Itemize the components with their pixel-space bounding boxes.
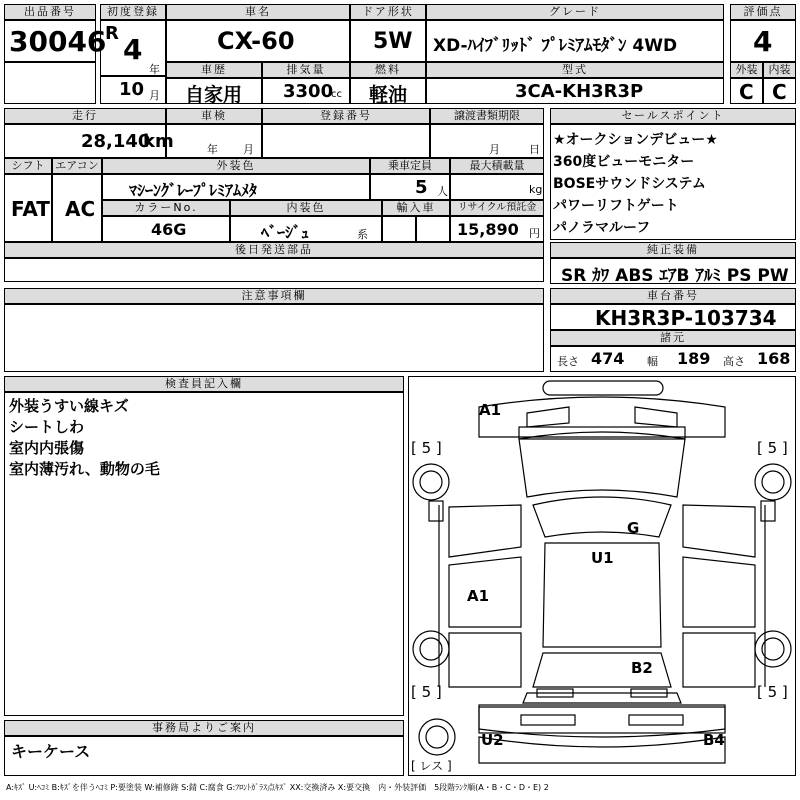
office-cell xyxy=(4,736,404,776)
seats-label: 乗車定員 xyxy=(370,158,450,174)
cc-unit: cc xyxy=(331,89,342,100)
sales-label: セールスポイント xyxy=(550,108,796,124)
car-outline xyxy=(409,377,795,775)
equipment-label: 純正装備 xyxy=(550,242,796,258)
hgt-label: 高さ xyxy=(723,355,745,368)
lot-blank xyxy=(4,62,96,104)
int-label: 内装 xyxy=(763,62,796,78)
later-cell xyxy=(4,258,544,282)
int-score: C xyxy=(772,80,787,104)
grade-label: グレード xyxy=(426,4,724,20)
reg-year: 4 xyxy=(123,33,143,66)
notes-label: 注意事項欄 xyxy=(4,288,544,304)
ac-cell xyxy=(52,174,102,242)
tire-rear-right: [ 5 ] xyxy=(757,683,788,701)
lot-number: 30046 xyxy=(9,25,107,58)
reg-label: 初度登録 xyxy=(100,4,166,20)
fuel-label: 燃料 xyxy=(350,62,426,78)
mileage: 28,140 xyxy=(81,131,151,152)
recycle: 15,890 xyxy=(457,220,519,239)
interior-cell xyxy=(230,216,382,242)
plate-cell xyxy=(262,124,430,158)
later-label: 後日発送部品 xyxy=(4,242,544,258)
inspector-line: 室内薄汚れ、動物の毛 xyxy=(9,460,160,478)
history: 自家用 xyxy=(185,84,243,106)
len: 474 xyxy=(591,349,625,368)
cc: 3300 xyxy=(283,81,334,102)
damage-mark: G xyxy=(627,519,640,537)
car-name: CX-60 xyxy=(217,27,295,55)
spare-tire: [ レス ] xyxy=(411,759,452,773)
name-label: 車名 xyxy=(166,4,350,20)
reg-month: 10 xyxy=(119,79,145,100)
load-label: 最大積載量 xyxy=(450,158,544,174)
recycle-label: リサイクル預託金 xyxy=(450,200,544,216)
grade: XD-ﾊｲﾌﾞﾘｯﾄﾞ ﾌﾟﾚﾐｱﾑﾓﾀﾞﾝ 4WD xyxy=(433,36,678,56)
year-unit: 年 xyxy=(149,63,160,76)
mileage-label: 走行 xyxy=(4,108,166,124)
hgt: 168 xyxy=(757,349,791,368)
wid: 189 xyxy=(677,349,711,368)
dims-label: 諸元 xyxy=(550,330,796,346)
cc-label: 排気量 xyxy=(262,62,350,78)
seats: 5 xyxy=(415,177,428,198)
office-text: キーケース xyxy=(11,742,91,761)
damage-mark: B4 xyxy=(703,731,725,749)
car-diagram xyxy=(408,376,796,776)
equipment-cell xyxy=(550,258,796,284)
month-unit: 月 xyxy=(149,89,160,102)
tire-front-right: [ 5 ] xyxy=(757,439,788,457)
interior-unit: 系 xyxy=(357,228,368,241)
dims-cell xyxy=(550,346,796,372)
color-label: 外装色 xyxy=(102,158,370,174)
equipment: SR ｶﾜ ABS ｴｱB ｱﾙﾐ PS PW xyxy=(561,266,789,286)
name-cell xyxy=(166,20,350,62)
office-label: 事務局よりご案内 xyxy=(4,720,404,736)
insp-month: 月 xyxy=(243,143,254,156)
import-cell-a xyxy=(382,216,416,242)
fuel: 軽油 xyxy=(369,84,408,106)
ext-cell xyxy=(730,78,763,104)
import-cell-b xyxy=(416,216,450,242)
ac: AC xyxy=(65,197,96,221)
sales-point: BOSEサウンドシステム xyxy=(553,176,706,192)
recycle-cell xyxy=(450,216,544,242)
int-cell xyxy=(763,78,796,104)
chassis-label: 車台番号 xyxy=(550,288,796,304)
era: R xyxy=(105,23,119,44)
interior: ﾍﾞｰｼﾞｭ xyxy=(261,223,310,242)
cc-cell xyxy=(262,78,350,104)
notes-cell xyxy=(4,304,544,372)
inspection-label: 車検 xyxy=(166,108,262,124)
chassis-number: KH3R3P-103734 xyxy=(595,306,777,330)
color-no-label: カラーNo. xyxy=(102,200,230,216)
mileage-unit: km xyxy=(143,131,174,152)
ext-score: C xyxy=(739,80,754,104)
inspector-line: 室内内張傷 xyxy=(9,439,85,457)
reg-month-cell xyxy=(100,76,166,104)
seats-unit: 人 xyxy=(437,185,448,198)
legend: A:ｷｽﾞ U:ﾍｺﾐ B:ｷｽﾞを伴うﾍｺﾐ P:要塗装 W:補修跡 S:錆 C:腐食 G:ﾌﾛﾝﾄｶﾞﾗｽ点ｷｽﾞ XX:交換済み X:要交換 内・外装評価 5段階ﾗﾝｸ順(A・B・C・D・E) 2 xyxy=(6,783,549,792)
seats-cell xyxy=(370,174,450,200)
insp-year: 年 xyxy=(207,143,218,156)
reg-cell xyxy=(100,20,166,76)
model-label: 型式 xyxy=(426,62,724,78)
import-label: 輸入車 xyxy=(382,200,450,216)
damage-mark: A1 xyxy=(467,587,490,605)
inspector-notes xyxy=(4,392,404,716)
color: ﾏｼｰﾝｸﾞﾚｰﾌﾟﾚﾐｱﾑﾒﾀ xyxy=(129,181,258,200)
color-no: 46G xyxy=(151,220,187,239)
lot-label: 出品番号 xyxy=(4,4,96,20)
model-cell xyxy=(426,78,724,104)
color-no-cell xyxy=(102,216,230,242)
history-cell xyxy=(166,78,262,104)
wid-label: 幅 xyxy=(647,355,658,368)
interior-label: 内装色 xyxy=(230,200,382,216)
shift-label: シフト xyxy=(4,158,52,174)
transfer-cell xyxy=(430,124,544,158)
tr-day: 日 xyxy=(529,143,540,156)
door-label: ドア形状 xyxy=(350,4,426,20)
lot-cell xyxy=(4,20,107,62)
inspection-cell xyxy=(166,124,262,158)
load-cell xyxy=(450,174,544,200)
inspector-line: 外装うすい線キズ xyxy=(9,397,129,415)
transfer-label: 譲渡書類期限 xyxy=(430,108,544,124)
sales-point: パノラマルーフ xyxy=(553,220,651,236)
damage-mark: U1 xyxy=(591,549,614,567)
sales-point: パワーリフトゲート xyxy=(553,198,679,214)
tr-month: 月 xyxy=(489,143,500,156)
history-label: 車歴 xyxy=(166,62,262,78)
ext-label: 外装 xyxy=(730,62,763,78)
sales-points xyxy=(550,124,796,240)
inspector-label: 検査員記入欄 xyxy=(4,376,404,392)
tire-rear-left: [ 5 ] xyxy=(411,683,442,701)
fuel-cell xyxy=(350,78,426,104)
score: 4 xyxy=(753,25,773,58)
sales-point: 360度ビューモニター xyxy=(553,154,695,170)
damage-mark: A1 xyxy=(479,401,502,419)
inspector-line: シートしわ xyxy=(9,418,85,436)
chassis-cell xyxy=(550,304,796,330)
door: 5W xyxy=(373,29,413,54)
color-cell xyxy=(102,174,370,200)
score-cell xyxy=(730,20,796,62)
damage-mark: U2 xyxy=(481,731,504,749)
recycle-unit: 円 xyxy=(529,227,540,240)
mileage-cell xyxy=(4,124,174,158)
plate-label: 登録番号 xyxy=(262,108,430,124)
tire-front-left: [ 5 ] xyxy=(411,439,442,457)
damage-mark: B2 xyxy=(631,659,653,677)
grade-cell xyxy=(426,20,724,62)
shift: FAT xyxy=(11,197,50,221)
len-label: 長さ xyxy=(557,355,579,368)
load-unit: kg xyxy=(529,183,543,196)
score-label: 評価点 xyxy=(730,4,796,20)
model: 3CA-KH3R3P xyxy=(515,81,644,102)
door-cell xyxy=(350,20,426,62)
ac-label: エアコン xyxy=(52,158,102,174)
shift-cell xyxy=(4,174,52,242)
sales-point: ★オークションデビュー★ xyxy=(553,132,718,148)
